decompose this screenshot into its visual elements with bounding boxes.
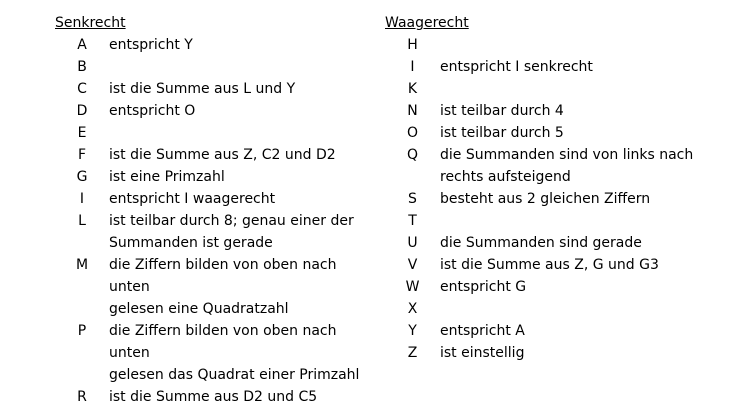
waagerecht-clue-row: [385, 78, 715, 100]
waagerecht-clue-row: [385, 122, 715, 144]
senkrecht-clue-row: [55, 320, 375, 386]
clue-text: ist teilbar durch 8; genau einer der Summanden ist gerade: [109, 213, 354, 251]
clue-letter: H: [407, 37, 418, 53]
senkrecht-column: [55, 12, 375, 408]
clue-text: [440, 298, 715, 320]
waagerecht-clue-row: [385, 144, 715, 188]
waagerecht-clue-row: [385, 298, 715, 320]
senkrecht-clue-row: [55, 188, 375, 210]
senkrecht-clue-row: [55, 122, 375, 144]
clue-text: entspricht A: [440, 323, 525, 339]
clue-letter: D: [76, 103, 88, 119]
clue-text: ist einstellig: [440, 345, 525, 361]
clue-text: besteht aus 2 gleichen Ziffern: [440, 191, 651, 207]
clue-text: ist die Summe aus D2 und C5: [109, 389, 318, 405]
clue-letter: M: [75, 257, 89, 273]
waagerecht-list: [385, 34, 715, 364]
clue-letter: X: [407, 301, 418, 317]
clue-text: entspricht I senkrecht: [440, 59, 593, 75]
waagerecht-heading: Waagerecht: [385, 15, 469, 31]
senkrecht-clue-row: [55, 166, 375, 188]
clue-letter: P: [77, 323, 87, 339]
clue-letter: R: [77, 389, 87, 405]
waagerecht-clue-row: [385, 232, 715, 254]
clue-letter: Y: [408, 323, 417, 339]
senkrecht-clue-row: [55, 386, 375, 408]
clue-letter: E: [77, 125, 87, 141]
clue-text: entspricht O: [109, 103, 196, 119]
waagerecht-clue-row: [385, 34, 715, 56]
waagerecht-clue-row: [385, 188, 715, 210]
clue-letter: Q: [406, 147, 419, 163]
clue-letter: S: [408, 191, 417, 207]
waagerecht-clue-row: [385, 100, 715, 122]
clue-text: die Summanden sind gerade: [440, 235, 642, 251]
clue-text: ist die Summe aus L und Y: [109, 81, 296, 97]
senkrecht-clue-row: [55, 144, 375, 166]
clue-text: entspricht G: [440, 279, 527, 295]
clue-letter: L: [78, 213, 86, 229]
clue-letter: Z: [407, 345, 418, 361]
senkrecht-clue-row: [55, 78, 375, 100]
clue-text: entspricht Y: [109, 37, 193, 53]
waagerecht-clue-row: [385, 56, 715, 78]
clue-text: [440, 210, 715, 232]
senkrecht-clue-row: [55, 254, 375, 320]
waagerecht-column: [385, 12, 715, 364]
clue-letter: V: [407, 257, 418, 273]
clue-letter: N: [407, 103, 418, 119]
waagerecht-clue-row: [385, 320, 715, 342]
clue-letter: I: [410, 59, 415, 75]
clue-letter: G: [76, 169, 88, 185]
clue-text: [109, 122, 375, 144]
clue-letter: C: [77, 81, 87, 97]
clue-letter: W: [405, 279, 420, 295]
senkrecht-clue-row: [55, 34, 375, 56]
clue-text: [109, 56, 375, 78]
clue-text: ist eine Primzahl: [109, 169, 225, 185]
clue-text: entspricht I waagerecht: [109, 191, 276, 207]
clue-letter: K: [407, 81, 418, 97]
clue-text: ist teilbar durch 4: [440, 103, 564, 119]
clue-letter: O: [406, 125, 419, 141]
clue-letter: T: [408, 213, 417, 229]
clue-letter: U: [407, 235, 418, 251]
waagerecht-clue-row: [385, 254, 715, 276]
clue-text: [440, 34, 715, 56]
waagerecht-clue-row: [385, 342, 715, 364]
waagerecht-clue-row: [385, 210, 715, 232]
clue-text: die Summanden sind von links nach rechts aufsteigend: [440, 147, 694, 185]
clue-text: ist die Summe aus Z, C2 und D2: [109, 147, 336, 163]
senkrecht-clue-row: [55, 100, 375, 122]
senkrecht-clue-row: [55, 210, 375, 254]
clue-text: ist teilbar durch 5: [440, 125, 564, 141]
clue-text: [440, 78, 715, 100]
clue-letter: A: [77, 37, 87, 53]
clue-text: ist die Summe aus Z, G und G3: [440, 257, 659, 273]
waagerecht-clue-row: [385, 276, 715, 298]
clue-text: die Ziffern bilden von oben nach unten gelesen das Quadrat einer Primzahl: [109, 323, 360, 383]
senkrecht-clue-row: [55, 56, 375, 78]
senkrecht-heading: Senkrecht: [55, 15, 126, 31]
clue-text: die Ziffern bilden von oben nach unten gelesen eine Quadratzahl: [109, 257, 337, 317]
clue-letter: B: [77, 59, 87, 75]
clue-letter: F: [77, 147, 87, 163]
senkrecht-list: [55, 34, 375, 408]
clue-letter: I: [79, 191, 85, 207]
